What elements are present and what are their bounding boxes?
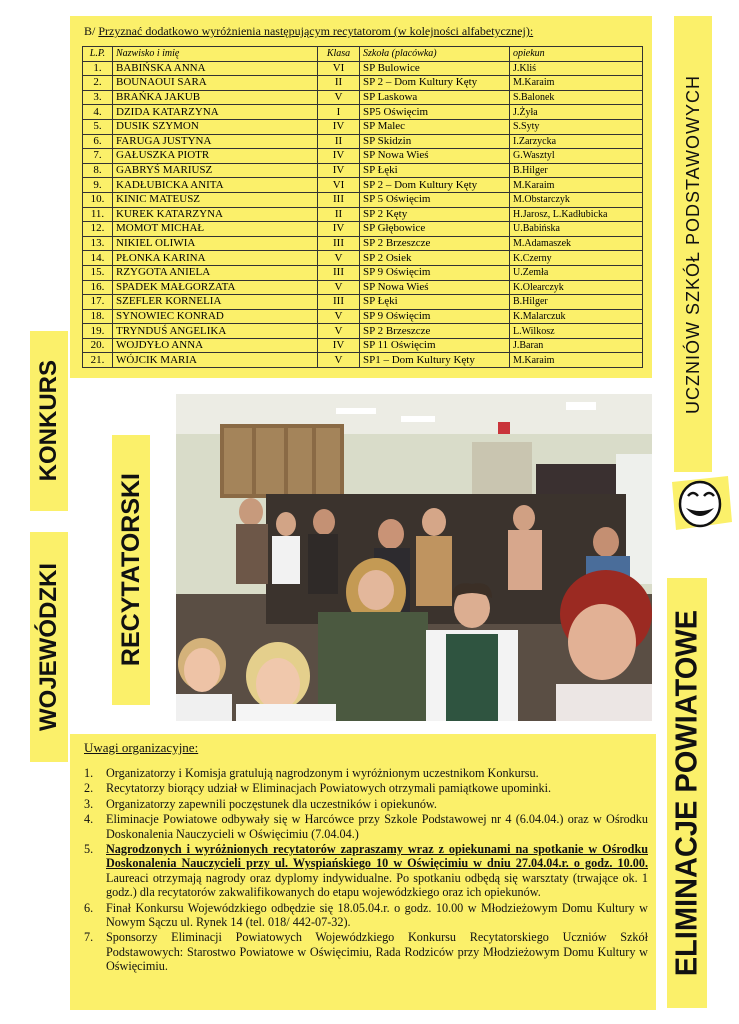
cell-lp: 1. [83, 61, 113, 76]
header-name: Nazwisko i imię [113, 47, 318, 62]
cell-opiekun: G.Wasztyl [510, 149, 643, 164]
cell-klasa: IV [318, 149, 360, 164]
cell-szkola: SP 9 Oświęcim [360, 309, 510, 324]
note-item [84, 781, 648, 795]
awards-table-panel [70, 16, 652, 378]
note-invitation-bold: Nagrodzonych i wyróżnionych recytatorów zapraszamy wraz z opiekunami na spotkanie w Ośrodku Doskonalenia Nauczycieli przy ul. Wyspiańskiego 10 w Oświęcimiu w dniu 27.04.04.r. o godz. 10.00. [106, 842, 648, 871]
cell-lp: 18. [83, 309, 113, 324]
table-row [83, 163, 643, 178]
cell-lp: 19. [83, 324, 113, 339]
cell-klasa: II [318, 207, 360, 222]
cell-opiekun: J.Żyła [510, 105, 643, 120]
note-number: 1. [84, 766, 94, 780]
cell-szkola: SP1 – Dom Kultury Kęty [360, 353, 510, 368]
cell-name: KADŁUBICKA ANITA [113, 178, 318, 193]
note-text [106, 842, 648, 900]
cell-szkola: SP Głębowice [360, 222, 510, 237]
cell-opiekun: B.Hilger [510, 163, 643, 178]
cell-lp: 3. [83, 90, 113, 105]
cell-lp: 8. [83, 163, 113, 178]
table-row [83, 280, 643, 295]
cell-szkola: SP 5 Oświęcim [360, 192, 510, 207]
header-szkola: Szkoła (placówka) [360, 47, 510, 62]
cell-szkola: SP Laskowa [360, 90, 510, 105]
cell-lp: 20. [83, 338, 113, 353]
table-row [83, 251, 643, 266]
cell-szkola: SP Łęki [360, 295, 510, 310]
cell-name: RZYGOTA ANIELA [113, 265, 318, 280]
banner-konkurs: KONKURS [30, 331, 68, 511]
note-text: Sponsorzy Eliminacji Powiatowych Wojewódzkiego Konkursu Recytatorskiego Uczniów Szkół Podstawowych: Starostwo Powiatowe w Oświęcimiu, Rada Rodziców przy Młodzieżowym Domu Kultury w Oświęcimiu. [106, 930, 648, 974]
table-row [83, 236, 643, 251]
note-invitation-rest: Laureaci otrzymają nagrody oraz dyplomy indywidualne. Po spotkaniu odbędą się warsztaty (trwające ok. 1 godz.) dla recytatorów zakwalifikowanych do etapu wojewódzkiego oraz ich opiekunów. [106, 870, 648, 900]
cell-klasa: I [318, 105, 360, 120]
cell-lp: 11. [83, 207, 113, 222]
note-number: 5. [84, 842, 94, 857]
note-number: 2. [84, 781, 94, 796]
note-number: 4. [84, 812, 94, 827]
cell-szkola: SP 9 Oświęcim [360, 265, 510, 280]
table-row [83, 338, 643, 353]
cell-opiekun: M.Adamaszek [510, 236, 643, 251]
table-row [83, 295, 643, 310]
cell-name: GAŁUSZKA PIOTR [113, 149, 318, 164]
cell-name: KUREK KATARZYNA [113, 207, 318, 222]
cell-name: FARUGA JUSTYNA [113, 134, 318, 149]
banner-wojewodzki: WOJEWÓDZKI [30, 532, 68, 762]
cell-name: BOUNAOUI SARA [113, 76, 318, 91]
note-item [84, 842, 648, 900]
note-number: 3. [84, 796, 94, 811]
cell-opiekun: M.Karaim [510, 76, 643, 91]
cell-szkola: SP Skidzin [360, 134, 510, 149]
banner-uczniow-szkol-podstawowych: UCZNIÓW SZKÓŁ PODSTAWOWYCH [674, 16, 712, 472]
cell-name: SPADEK MAŁGORZATA [113, 280, 318, 295]
note-item [84, 766, 648, 780]
cell-name: KINIC MATEUSZ [113, 192, 318, 207]
cell-klasa: V [318, 309, 360, 324]
cell-name: SYNOWIEC KONRAD [113, 309, 318, 324]
cell-lp: 4. [83, 105, 113, 120]
note-item [84, 930, 648, 973]
cell-name: WOJDYŁO ANNA [113, 338, 318, 353]
cell-klasa: V [318, 353, 360, 368]
note-text: Organizatorzy i Komisja gratulują nagrodzonym i wyróżnionym uczestnikom Konkursu. [106, 766, 539, 780]
table-row [83, 134, 643, 149]
cell-opiekun: M.Karaim [510, 178, 643, 193]
cell-opiekun: J.Baran [510, 338, 643, 353]
header-opiekun: opiekun [510, 47, 643, 62]
cell-klasa: VI [318, 61, 360, 76]
table-row [83, 76, 643, 91]
cell-opiekun: M.Karaim [510, 353, 643, 368]
note-item [84, 797, 648, 811]
cell-szkola: SP Bulowice [360, 61, 510, 76]
cell-klasa: IV [318, 222, 360, 237]
cell-opiekun: K.Malarczuk [510, 309, 643, 324]
table-row [83, 309, 643, 324]
cell-name: WÓJCIK MARIA [113, 353, 318, 368]
table-row [83, 353, 643, 368]
cell-lp: 21. [83, 353, 113, 368]
cell-lp: 10. [83, 192, 113, 207]
cell-klasa: V [318, 324, 360, 339]
banner-recytatorski: RECYTATORSKI [112, 435, 150, 705]
awards-table [82, 46, 643, 368]
cell-opiekun: J.Kliś [510, 61, 643, 76]
cell-szkola: SP 2 Kęty [360, 207, 510, 222]
cell-klasa: IV [318, 119, 360, 134]
audience-photo [176, 394, 652, 721]
cell-klasa: III [318, 295, 360, 310]
cell-klasa: II [318, 76, 360, 91]
cell-lp: 14. [83, 251, 113, 266]
cell-klasa: V [318, 280, 360, 295]
cell-opiekun: I.Zarzycka [510, 134, 643, 149]
note-text: Recytatorzy biorący udział w Eliminacjach Powiatowych otrzymali pamiątkowe upominki. [106, 781, 552, 796]
cell-klasa: V [318, 251, 360, 266]
cell-klasa: VI [318, 178, 360, 193]
table-row [83, 207, 643, 222]
cell-name: BRAŃKA JAKUB [113, 90, 318, 105]
cell-lp: 12. [83, 222, 113, 237]
cell-opiekun: U.Zemła [510, 265, 643, 280]
cell-klasa: III [318, 192, 360, 207]
table-row [83, 265, 643, 280]
note-item [84, 812, 648, 841]
note-item [84, 901, 648, 930]
cell-lp: 9. [83, 178, 113, 193]
table-row [83, 222, 643, 237]
table-row [83, 192, 643, 207]
cell-opiekun: K.Olearczyk [510, 280, 643, 295]
cell-opiekun: U.Babińska [510, 222, 643, 237]
cell-opiekun: L.Wilkosz [510, 324, 643, 339]
table-header-row [83, 47, 643, 62]
table-title: B/ Przyznać dodatkowo wyróżnienia następującym recytatorom (w kolejności alfabetycznej): [84, 24, 534, 38]
table-row [83, 90, 643, 105]
table-row [83, 119, 643, 134]
theatre-mask-icon [666, 472, 736, 534]
cell-szkola: SP Łęki [360, 163, 510, 178]
cell-lp: 15. [83, 265, 113, 280]
table-row [83, 149, 643, 164]
cell-lp: 17. [83, 295, 113, 310]
cell-lp: 2. [83, 76, 113, 91]
cell-klasa: III [318, 265, 360, 280]
cell-opiekun: S.Balonek [510, 90, 643, 105]
cell-name: PŁONKA KARINA [113, 251, 318, 266]
cell-klasa: IV [318, 338, 360, 353]
cell-szkola: SP 2 – Dom Kultury Kęty [360, 76, 510, 91]
note-text: Organizatorzy zapewnili poczęstunek dla uczestników i opiekunów. [106, 796, 437, 811]
cell-name: GABRYŚ MARIUSZ [113, 163, 318, 178]
cell-szkola: SP 2 – Dom Kultury Kęty [360, 178, 510, 193]
cell-szkola: SP Nowa Wieś [360, 280, 510, 295]
note-text: Finał Konkursu Wojewódzkiego odbędzie się 18.05.04.r. o godz. 10.00 w Młodzieżowym Domu Kultury w Nowym Sączu ul. Rynek 14 (tel. 018/ 442-07-32). [106, 900, 648, 930]
cell-name: TRYNDUŚ ANGELIKA [113, 324, 318, 339]
cell-szkola: SP Nowa Wieś [360, 149, 510, 164]
cell-name: SZEFLER KORNELIA [113, 295, 318, 310]
notes-list [84, 766, 648, 975]
table-body [83, 61, 643, 367]
cell-klasa: II [318, 134, 360, 149]
cell-lp: 13. [83, 236, 113, 251]
cell-szkola: SP Malec [360, 119, 510, 134]
cell-name: MOMOT MICHAŁ [113, 222, 318, 237]
cell-name: DUSIK SZYMON [113, 119, 318, 134]
cell-name: NIKIEL OLIWIA [113, 236, 318, 251]
cell-lp: 5. [83, 119, 113, 134]
cell-lp: 16. [83, 280, 113, 295]
banner-eliminacje-powiatowe: ELIMINACJE POWIATOWE [667, 578, 707, 1008]
cell-opiekun: K.Czerny [510, 251, 643, 266]
cell-szkola: SP5 Oświęcim [360, 105, 510, 120]
cell-klasa: III [318, 236, 360, 251]
cell-szkola: SP 2 Brzeszcze [360, 236, 510, 251]
organizational-notes-panel [70, 734, 656, 1010]
header-lp: L.P. [83, 47, 113, 62]
cell-szkola: SP 11 Oświęcim [360, 338, 510, 353]
cell-opiekun: M.Obstarczyk [510, 192, 643, 207]
cell-lp: 7. [83, 149, 113, 164]
cell-lp: 6. [83, 134, 113, 149]
note-number: 7. [84, 930, 94, 945]
cell-opiekun: B.Hilger [510, 295, 643, 310]
note-number: 6. [84, 900, 94, 915]
cell-szkola: SP 2 Brzeszcze [360, 324, 510, 339]
table-row [83, 61, 643, 76]
cell-klasa: IV [318, 163, 360, 178]
table-row [83, 324, 643, 339]
note-text: Eliminacje Powiatowe odbywały się w Harcówce przy Szkole Podstawowej nr 4 (6.04.04.) oraz w Ośrodku Doskonalenia Nauczycieli w Oświęcimiu (7.04.04.) [106, 812, 648, 841]
notes-heading: Uwagi organizacyjne: [84, 740, 199, 755]
cell-klasa: V [318, 90, 360, 105]
header-klasa: Klasa [318, 47, 360, 62]
cell-name: BABIŃSKA ANNA [113, 61, 318, 76]
cell-szkola: SP 2 Osiek [360, 251, 510, 266]
cell-opiekun: H.Jarosz, L.Kadłubicka [510, 207, 643, 222]
table-title-text: Przyznać dodatkowo wyróżnienia następującym recytatorom (w kolejności alfabetycznej): [98, 24, 534, 38]
cell-opiekun: S.Syty [510, 119, 643, 134]
cell-name: DZIDA KATARZYNA [113, 105, 318, 120]
table-row [83, 105, 643, 120]
table-row [83, 178, 643, 193]
